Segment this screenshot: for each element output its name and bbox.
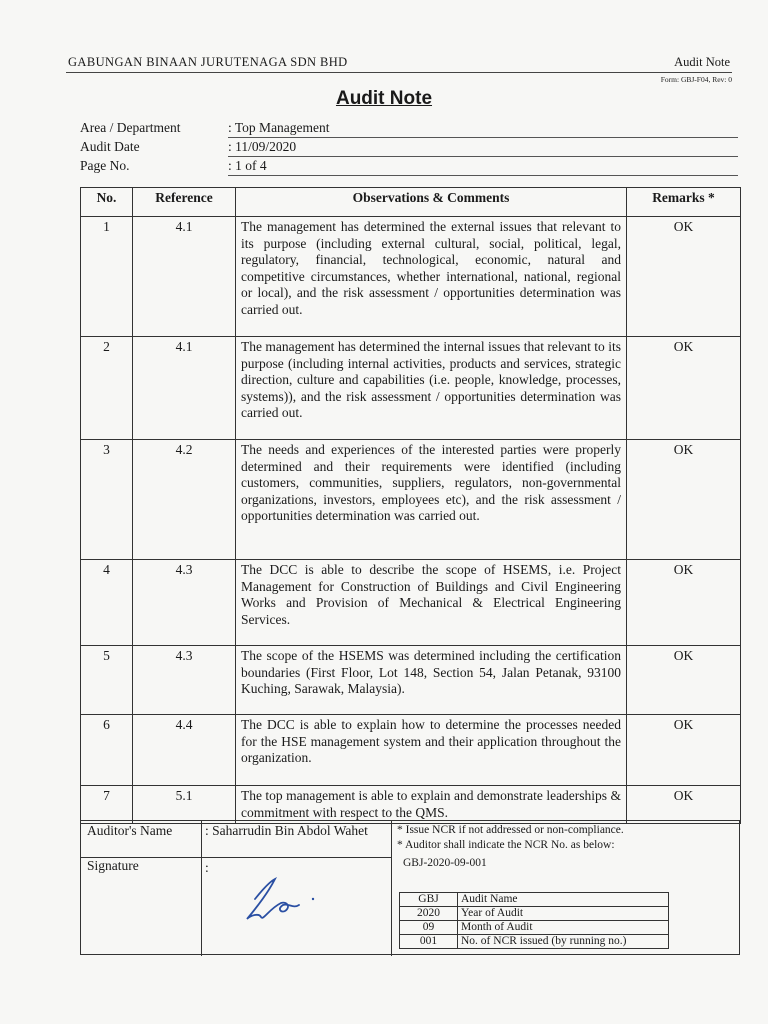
- row-observation: The management has determined the external issues that relevant to its purpose (including external cultural, social, political, legal, regulatory, financial, technological, economic, natural and competitive circumstances, whether international, national, regional or local), and the risk assessment / opportunities determination was carried out.: [236, 217, 627, 337]
- row-no: 1: [81, 217, 133, 337]
- row-no: 3: [81, 440, 133, 560]
- handwritten-signature: [241, 869, 351, 929]
- ncr-desc: Audit Name: [458, 893, 669, 907]
- table-row: [400, 893, 669, 907]
- table-row: [400, 921, 669, 935]
- ncr-note-2: * Auditor shall indicate the NCR No. as below:: [397, 839, 615, 851]
- row-remark: OK: [627, 715, 741, 786]
- col-header-observations: Observations & Comments: [236, 188, 627, 217]
- table-row: [81, 440, 741, 560]
- row-remark: OK: [627, 337, 741, 440]
- col-header-remarks: Remarks *: [627, 188, 741, 217]
- ncr-code: GBJ: [400, 893, 458, 907]
- row-observation: The management has determined the internal issues that relevant to its purpose (including internal activities, products and services, strategic direction, culture and capabilities (i.e. people, knowledge, processes, systems)), and the risk assessment / opportunities determination was carried out.: [236, 337, 627, 440]
- ncr-desc: No. of NCR issued (by running no.): [458, 935, 669, 949]
- table-row: [81, 646, 741, 715]
- row-reference: 4.1: [133, 217, 236, 337]
- ncr-note-1: * Issue NCR if not addressed or non-compliance.: [397, 824, 624, 836]
- ncr-legend-table: [399, 892, 669, 949]
- row-no: 7: [81, 786, 133, 824]
- auditor-name-value: : Saharrudin Bin Abdol Wahet: [205, 823, 368, 838]
- meta-label: Page No.: [80, 158, 130, 173]
- auditor-name-label: Auditor's Name: [87, 823, 173, 838]
- row-observation: The scope of the HSEMS was determined including the certification boundaries (First Floor, Lot 148, Section 54, Jalan Petanak, 93100 Kuching, Sarawak, Malaysia).: [236, 646, 627, 715]
- table-row: [81, 786, 741, 824]
- ncr-desc: Month of Audit: [458, 921, 669, 935]
- row-observation: The DCC is able to explain how to determine the processes needed for the HSE management system and their application throughout the organization.: [236, 715, 627, 786]
- divider: [201, 821, 202, 956]
- table-header-row: [81, 188, 741, 217]
- meta-label: Area / Department: [80, 120, 181, 135]
- divider: [391, 821, 392, 956]
- observations-table: [80, 187, 741, 824]
- col-header-no: No.: [81, 188, 133, 217]
- ncr-desc: Year of Audit: [458, 907, 669, 921]
- form-number: Form: GBJ-F04, Rev: 0: [660, 75, 732, 84]
- col-header-reference: Reference: [133, 188, 236, 217]
- table-row: [400, 935, 669, 949]
- page-title: Audit Note: [335, 88, 433, 109]
- ncr-code: 2020: [400, 907, 458, 921]
- ncr-code: 001: [400, 935, 458, 949]
- header-rule: [66, 72, 732, 73]
- signature-colon: :: [205, 860, 209, 875]
- ncr-code: 09: [400, 921, 458, 935]
- document-type: Audit Note: [674, 55, 730, 69]
- table-row: [81, 715, 741, 786]
- table-row: [81, 217, 741, 337]
- row-remark: OK: [627, 217, 741, 337]
- row-remark: OK: [627, 646, 741, 715]
- auditor-signoff-box: [80, 820, 740, 955]
- row-no: 5: [81, 646, 133, 715]
- company-name: GABUNGAN BINAAN JURUTENAGA SDN BHD: [68, 55, 348, 69]
- row-no: 4: [81, 560, 133, 646]
- row-remark: OK: [627, 786, 741, 824]
- meta-value: : 11/09/2020: [228, 139, 738, 157]
- ncr-example: GBJ-2020-09-001: [403, 857, 487, 869]
- meta-value: : Top Management: [228, 120, 738, 138]
- signature-label: Signature: [87, 858, 139, 873]
- row-reference: 5.1: [133, 786, 236, 824]
- row-remark: OK: [627, 440, 741, 560]
- row-observation: The top management is able to explain and demonstrate leaderships & commitment with respect to the QMS.: [236, 786, 627, 824]
- table-row: [81, 560, 741, 646]
- row-observation: The needs and experiences of the interested parties were properly determined and their requirements were identified (including customers, communities, suppliers, regulators, non-governmental organizations, investors, employees etc), and the risk assessment / opportunities determination was carried out.: [236, 440, 627, 560]
- meta-value: : 1 of 4: [228, 158, 738, 176]
- row-reference: 4.4: [133, 715, 236, 786]
- row-reference: 4.3: [133, 560, 236, 646]
- meta-label: Audit Date: [80, 139, 140, 154]
- table-row: [81, 337, 741, 440]
- row-observation: The DCC is able to describe the scope of HSEMS, i.e. Project Management for Construction of Buildings and Civil Engineering Works and Provision of Mechanical & Electrical Engineering Services.: [236, 560, 627, 646]
- table-row: [400, 907, 669, 921]
- row-reference: 4.3: [133, 646, 236, 715]
- row-remark: OK: [627, 560, 741, 646]
- row-reference: 4.2: [133, 440, 236, 560]
- row-no: 2: [81, 337, 133, 440]
- row-reference: 4.1: [133, 337, 236, 440]
- row-no: 6: [81, 715, 133, 786]
